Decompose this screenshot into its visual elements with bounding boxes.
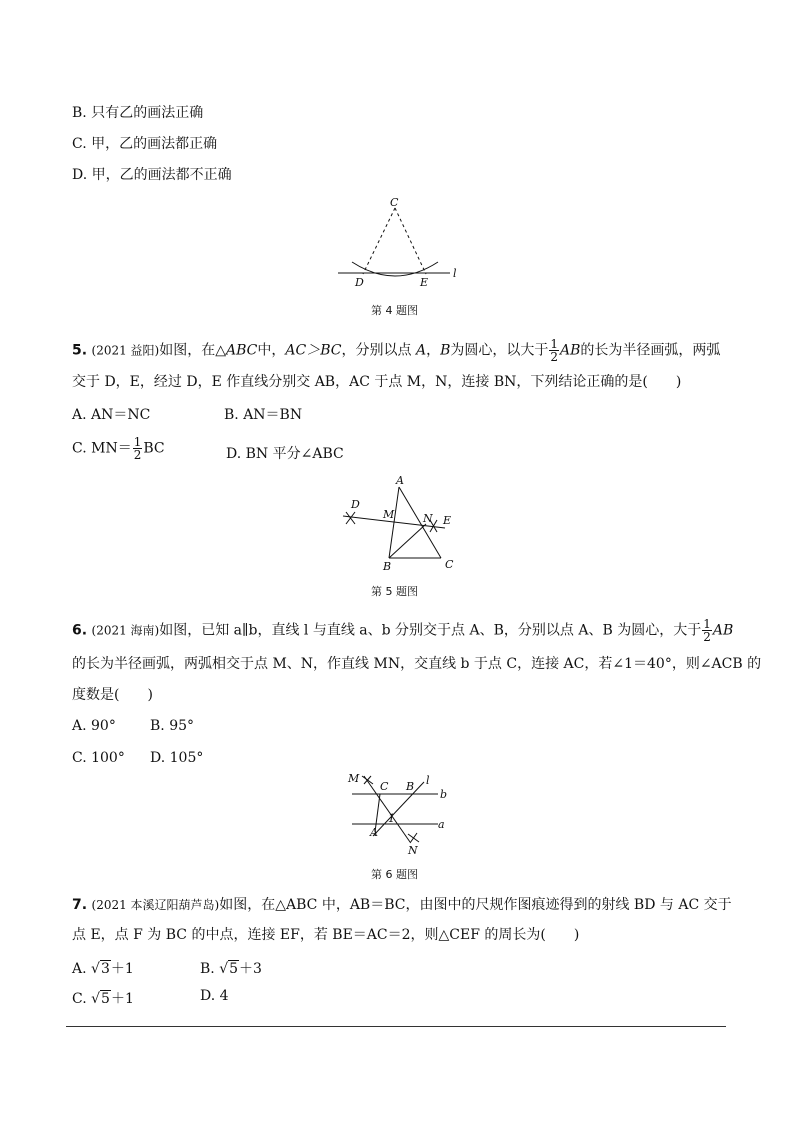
q5-option-c-fraction (133, 436, 143, 461)
q6-option-d: D. 105° (150, 750, 204, 766)
q5-label-a: A (396, 474, 404, 487)
q5-ac-gt-bc: AC＞BC (285, 342, 342, 359)
q7-option-b: B. √5＋3 (200, 961, 262, 977)
q5-label-c: C (445, 558, 454, 571)
q5-option-a: A. AN＝NC (72, 407, 151, 423)
q7-option-b-root: 5 (229, 961, 239, 977)
q6-label-b-point: B (406, 780, 415, 793)
q4-label-e: E (420, 276, 429, 289)
q5-figure (335, 472, 465, 572)
q5-text-2: 中， (257, 342, 286, 359)
q7-option-c-suffix: ＋1 (110, 991, 134, 1007)
q4-label-c: C (390, 196, 399, 209)
q7-option-d: D. 4 (200, 988, 229, 1004)
q7-line-2: 点 E，点 F 为 BC 的中点，连接 EF，若 BE＝AC＝2，则△CEF 的周长为( ) (72, 927, 580, 943)
q6-figure-caption: 第 6 题图 (371, 868, 418, 881)
q6-line-3: 度数是( ) (72, 687, 153, 703)
q5-line-1 (72, 338, 720, 363)
q6-label-a-point: A (370, 826, 378, 839)
q5-text-6: 的长为半径画弧，两弧 (580, 342, 721, 359)
q7-source: (2021 本溪辽阳葫芦岛) (91, 898, 220, 912)
q5-source: (2021 益阳) (91, 343, 160, 358)
q7-option-c-prefix: C. (72, 991, 92, 1007)
q7-line-1 (72, 896, 732, 914)
q5-label-b: B (383, 560, 392, 572)
q7-option-a: A. √3＋1 (72, 961, 134, 977)
q6-ab: AB (712, 622, 734, 639)
q5-a: A (415, 342, 427, 359)
q6-label-a-line: a (438, 818, 445, 831)
q5-option-c-frac-num: 1 (133, 435, 142, 449)
q7-option-c-root: 5 (101, 991, 110, 1007)
q5-label-d: D (351, 498, 360, 511)
q6-label-c: C (380, 780, 389, 793)
q4-label-d: D (355, 276, 364, 289)
q5-label-e: E (443, 514, 452, 527)
q5-abc: ABC (226, 342, 258, 359)
q5-option-b: B. AN＝BN (224, 407, 303, 423)
q5-option-c-frac-den: 2 (133, 448, 142, 462)
q6-line-2: 的长为半径画弧，两弧相交于点 M、N，作直线 MN，交直线 b 于点 C，连接 AC，若∠1＝40°，则∠ACB 的 (72, 656, 762, 672)
q6-source: (2021 海南) (91, 623, 160, 638)
q5-option-d: D. BN 平分∠ABC (226, 446, 344, 462)
q7-option-a-root: 3 (100, 961, 110, 977)
q6-number: 6. (72, 622, 88, 639)
q6-frac-num: 1 (703, 617, 711, 631)
q5-label-m: M (383, 508, 395, 521)
q5-text-1: 如图，在△ (159, 342, 227, 359)
q4-option-b: B. 只有乙的画法正确 (72, 105, 204, 121)
q6-text-1: 如图，已知 a∥b，直线 l 与直线 a、b 分别交于点 A、B，分别以点 A、B 为圆心，大于 (159, 622, 702, 639)
q5-b: B (440, 342, 451, 359)
q7-option-b-prefix: B. (200, 961, 220, 977)
q7-option-a-suffix: ＋1 (110, 961, 134, 977)
q4-option-c: C. 甲，乙的画法都正确 (72, 136, 218, 152)
footer-divider (66, 1026, 726, 1027)
q5-option-c (72, 436, 165, 461)
q7-option-b-suffix: ＋3 (239, 961, 262, 977)
q5-option-c-suffix: BC (143, 440, 165, 457)
q4-option-d: D. 甲，乙的画法都不正确 (72, 167, 232, 183)
q5-figure-caption: 第 5 题图 (371, 585, 418, 598)
q6-label-1: 1 (388, 812, 395, 825)
q4-figure-caption: 第 4 题图 (371, 304, 418, 317)
q6-label-b-line: b (440, 788, 448, 801)
q6-option-b: B. 95° (150, 718, 195, 734)
q5-text-3: ，分别以点 (341, 342, 412, 359)
q6-frac-den: 2 (703, 630, 711, 644)
q5-text-5: 为圆心，以大于 (450, 342, 549, 359)
q6-option-c: C. 100° (72, 750, 125, 766)
q6-line-1 (72, 618, 733, 643)
q5-number: 5. (72, 342, 88, 359)
q5-text-4: ， (426, 342, 441, 359)
q7-number: 7. (72, 897, 88, 913)
q7-text-1: 如图，在△ABC 中，AB＝BC，由图中的尺规作图痕迹得到的射线 BD 与 AC 交于 (219, 897, 732, 913)
q6-option-a: A. 90° (72, 718, 116, 734)
q4-label-l: l (453, 267, 457, 280)
q6-label-l: l (426, 774, 430, 787)
q5-label-n: N (423, 512, 433, 525)
q5-fraction (549, 338, 559, 363)
q6-figure (340, 770, 460, 860)
q5-ab: AB (560, 342, 581, 359)
q5-frac-num: 1 (550, 337, 558, 351)
q7-option-c: C. √5＋1 (72, 991, 134, 1007)
q6-fraction (702, 618, 712, 643)
q6-label-n: N (408, 844, 418, 857)
q5-frac-den: 2 (550, 350, 558, 364)
q7-option-a-prefix: A. (72, 961, 92, 977)
q5-line-2: 交于 D，E，经过 D，E 作直线分别交 AB，AC 于点 M，N，连接 BN，下列结论正确的是( ) (72, 374, 682, 390)
q6-label-m: M (348, 772, 360, 785)
q4-figure (330, 192, 470, 292)
q5-option-c-prefix: C. MN＝ (72, 440, 132, 457)
